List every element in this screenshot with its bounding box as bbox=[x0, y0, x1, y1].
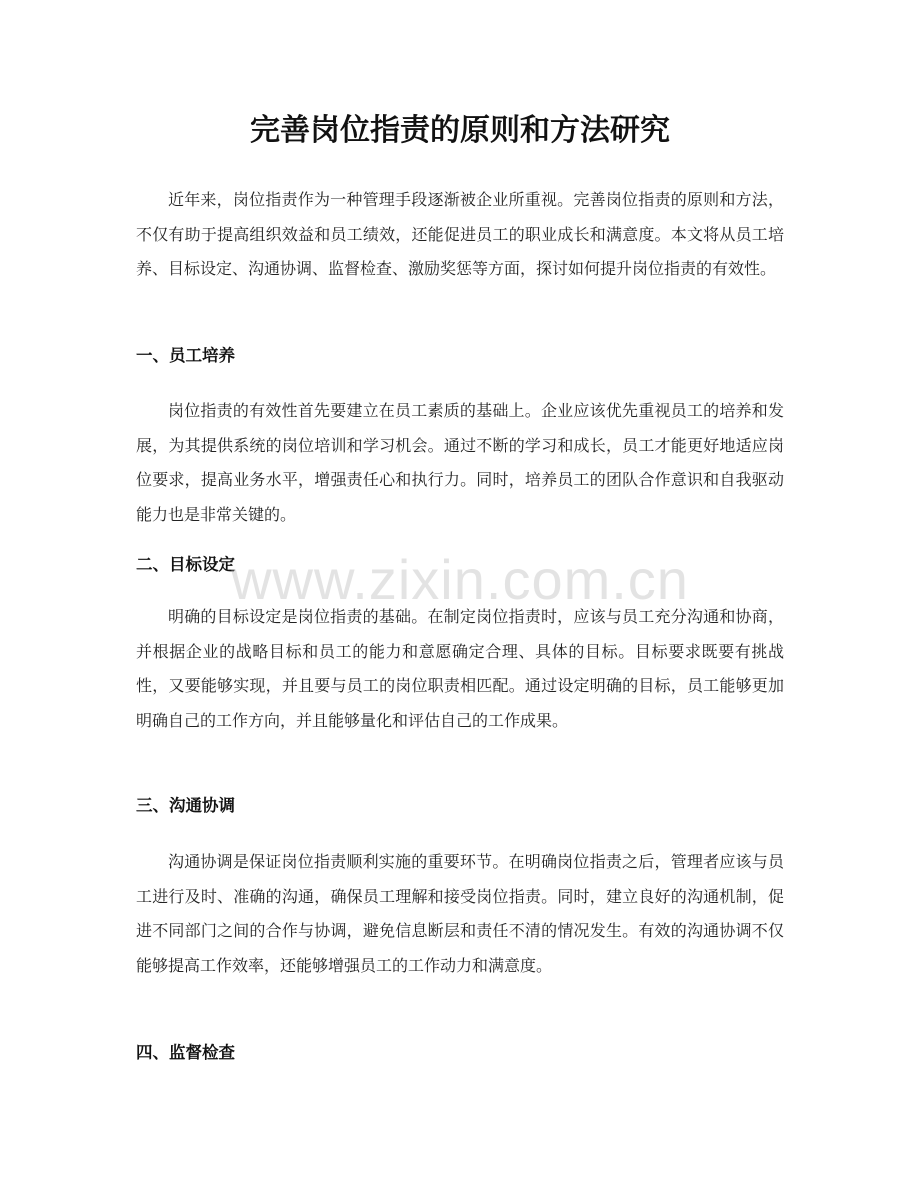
section-heading-3: 三、沟通协调 bbox=[136, 796, 235, 815]
section-body-1: 岗位指责的有效性首先要建立在员工素质的基础上。企业应该优先重视员工的培养和发展，为其提供系统的岗位培训和学习机会。通过不断的学习和成长，员工才能更好地适应岗位要求，提高业务水平，增强责任心和执行力。同时，培养员工的团队合作意识和自我驱动能力也是非常关键的。 bbox=[136, 401, 784, 524]
section-body-3: 沟通协调是保证岗位指责顺利实施的重要环节。在明确岗位指责之后，管理者应该与员工进行及时、准确的沟通，确保员工理解和接受岗位指责。同时，建立良好的沟通机制，促进不同部门之间的合作与协调，避免信息断层和责任不清的情况发生。有效的沟通协调不仅能够提高工作效率，还能够增强员工的工作动力和满意度。 bbox=[136, 852, 784, 975]
section-heading-2: 二、目标设定 bbox=[136, 555, 235, 574]
intro-paragraph: 近年来，岗位指责作为一种管理手段逐渐被企业所重视。完善岗位指责的原则和方法，不仅有助于提高组织效益和员工绩效，还能促进员工的职业成长和满意度。本文将从员工培养、目标设定、沟通协调、监督检查、激励奖惩等方面，探讨如何提升岗位指责的有效性。 bbox=[136, 190, 784, 279]
section-heading-4: 四、监督检查 bbox=[136, 1043, 235, 1062]
watermark-text: www.zixin.com.cn bbox=[231, 548, 689, 611]
page-title: 完善岗位指责的原则和方法研究 bbox=[250, 113, 670, 148]
section-heading-1: 一、员工培养 bbox=[136, 346, 235, 365]
section-body-2: 明确的目标设定是岗位指责的基础。在制定岗位指责时，应该与员工充分沟通和协商，并根据企业的战略目标和员工的能力和意愿确定合理、具体的目标。目标要求既要有挑战性，又要能够实现，并且要与员工的岗位职责相匹配。通过设定明确的目标，员工能够更加明确自己的工作方向，并且能够量化和评估自己的工作成果。 bbox=[136, 607, 784, 730]
